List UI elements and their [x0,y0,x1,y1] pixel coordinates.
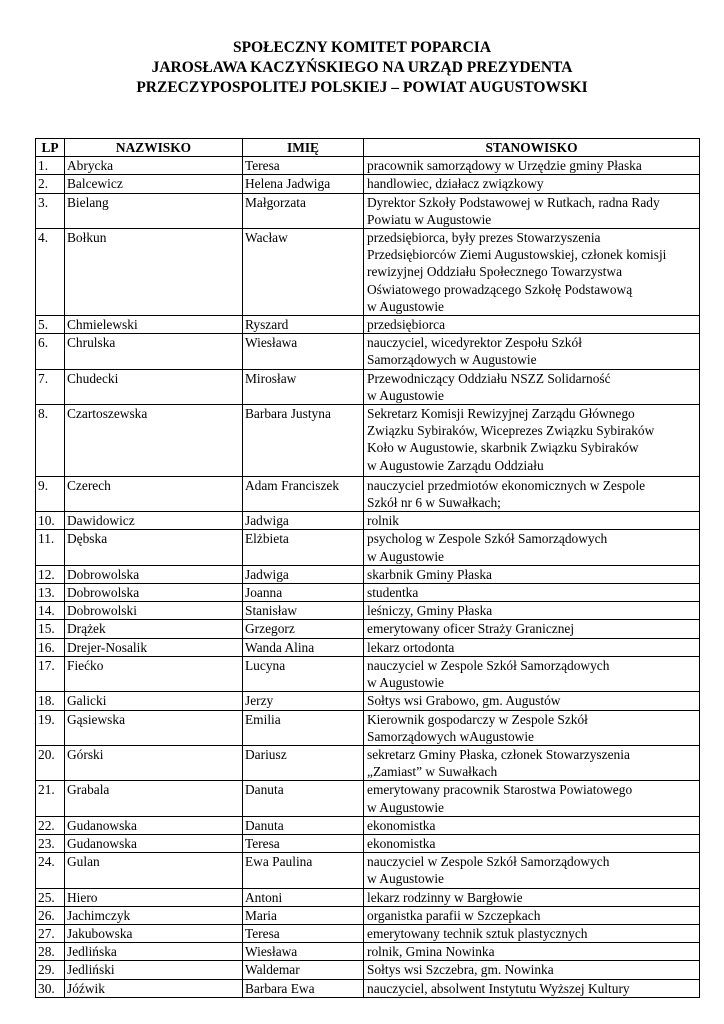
cell-name: Ryszard [243,316,364,334]
cell-position [364,853,700,888]
title-line-2: JAROSŁAWA KACZYŃSKIEGO NA URZĄD PREZYDENTA [151,59,573,76]
table-row [36,979,700,997]
cell-position [364,906,700,924]
position-line: ekonomistka [367,817,436,833]
cell-position [364,638,700,656]
position-line: nauczyciel, absolwent Instytutu Wyższej Kultury [367,980,630,996]
table-row [36,620,700,638]
cell-lp: 4. [36,229,65,316]
cell-surname: Gąsiewska [65,710,243,745]
cell-lp: 20. [36,745,65,780]
cell-name: Jerzy [243,692,364,710]
cell-lp: 8. [36,405,65,477]
cell-position [364,369,700,404]
cell-position [364,193,700,228]
cell-lp: 18. [36,692,65,710]
cell-position [364,692,700,710]
cell-position [364,888,700,906]
cell-position [364,530,700,565]
position-line: nauczyciel, wicedyrektor Zespołu Szkół [367,335,582,351]
cell-surname: Dawidowicz [65,512,243,530]
cell-lp: 2. [36,175,65,193]
cell-surname: Gulan [65,853,243,888]
position-line: Kierownik gospodarczy w Zespole Szkół [367,711,588,727]
cell-name: Stanisław [243,602,364,620]
cell-lp: 28. [36,943,65,961]
cell-lp: 19. [36,710,65,745]
table-row [36,692,700,710]
header-surname: NAZWISKO [65,139,243,157]
cell-position [364,565,700,583]
cell-name: Lucyna [243,656,364,691]
cell-name: Adam Franciszek [243,476,364,511]
position-line: emerytowany technik sztuk plastycznych [367,925,588,941]
position-line: Samorządowych w Augustowie [367,352,537,368]
cell-surname: Jedliński [65,961,243,979]
cell-lp: 12. [36,565,65,583]
position-line: handlowiec, działacz związkowy [367,176,544,192]
table-row [36,157,700,175]
cell-lp: 7. [36,369,65,404]
cell-name: Jadwiga [243,565,364,583]
cell-name: Danuta [243,781,364,816]
table-row [36,834,700,852]
cell-name: Teresa [243,157,364,175]
position-line: nauczyciel przedmiotów ekonomicznych w Zespole [367,477,646,493]
header-position: STANOWISKO [364,139,700,157]
cell-name: Grzegorz [243,620,364,638]
position-line: w Augustowie [367,298,444,314]
position-line: nauczyciel w Zespole Szkół Samorządowych [367,854,610,870]
cell-surname: Abrycka [65,157,243,175]
cell-surname: Dębska [65,530,243,565]
cell-position [364,656,700,691]
cell-surname: Fiećko [65,656,243,691]
position-line: w Augustowie Zarządu Oddziału [367,457,544,473]
position-line: rolnik, Gmina Nowinka [367,944,495,960]
table-row [36,530,700,565]
table-row [36,565,700,583]
cell-lp: 6. [36,334,65,369]
cell-position [364,229,700,316]
cell-name: Wiesława [243,334,364,369]
cell-surname: Czartoszewska [65,405,243,477]
cell-name: Wacław [243,229,364,316]
cell-position [364,710,700,745]
table-row [36,193,700,228]
position-line: Powiatu w Augustowie [367,211,492,227]
position-line: rewizyjnej Oddziału Społecznego Towarzystwa [367,264,623,280]
cell-lp: 21. [36,781,65,816]
position-line: emerytowany pracownik Starostwa Powiatowego [367,782,633,798]
table-row [36,369,700,404]
cell-surname: Drążek [65,620,243,638]
cell-position [364,961,700,979]
cell-surname: Chrulska [65,334,243,369]
cell-name: Mirosław [243,369,364,404]
cell-position [364,316,700,334]
position-line: skarbnik Gminy Płaska [367,566,492,582]
cell-name: Barbara Ewa [243,979,364,997]
cell-position [364,745,700,780]
cell-name: Helena Jadwiga [243,175,364,193]
cell-lp: 29. [36,961,65,979]
cell-position [364,834,700,852]
cell-lp: 10. [36,512,65,530]
position-line: Szkół nr 6 w Suwałkach; [367,495,501,511]
cell-surname: Grabala [65,781,243,816]
position-line: Przewodniczący Oddziału NSZZ Solidarność [367,370,611,386]
cell-surname: Balcewicz [65,175,243,193]
cell-surname: Jachimczyk [65,906,243,924]
cell-position [364,157,700,175]
title-line-1: SPOŁECZNY KOMITET POPARCIA [232,39,492,56]
table-row [36,334,700,369]
position-line: przedsiębiorca [367,317,446,333]
table-row [36,512,700,530]
document-title [0,38,724,98]
table-row [36,476,700,511]
cell-lp: 24. [36,853,65,888]
position-line: organistka parafii w Szczepkach [367,907,541,923]
table-row [36,316,700,334]
cell-lp: 22. [36,816,65,834]
cell-position [364,512,700,530]
position-line: studentka [367,585,419,601]
position-line: nauczyciel w Zespole Szkół Samorządowych [367,657,610,673]
cell-name: Danuta [243,816,364,834]
position-line: Sołtys wsi Grabowo, gm. Augustów [367,693,561,709]
cell-position [364,943,700,961]
cell-lp: 16. [36,638,65,656]
title-line-3: PRZECZYPOSPOLITEJ POLSKIEJ – POWIAT AUGUSTOWSKI [136,79,588,96]
cell-position [364,979,700,997]
position-line: lekarz ortodonta [367,639,455,655]
position-line: Koło w Augustowie, skarbnik Związku Sybiraków [367,440,639,456]
cell-name: Emilia [243,710,364,745]
cell-position [364,175,700,193]
cell-name: Elżbieta [243,530,364,565]
cell-lp: 15. [36,620,65,638]
position-line: sekretarz Gminy Płaska, członek Stowarzyszenia [367,746,630,762]
table-row [36,853,700,888]
cell-position [364,584,700,602]
table-row [36,638,700,656]
position-line: przedsiębiorca, były prezes Stowarzyszenia [367,230,601,246]
table-row [36,943,700,961]
position-line: w Augustowie [367,548,444,564]
position-line: „Zamiast” w Suwałkach [367,764,498,780]
table-row [36,906,700,924]
table-body [36,157,700,998]
table-row [36,602,700,620]
cell-name: Małgorzata [243,193,364,228]
cell-lp: 23. [36,834,65,852]
cell-surname: Dobrowolski [65,602,243,620]
committee-members-table [35,138,700,998]
position-line: Samorządowych wAugustowie [367,728,534,744]
cell-position [364,620,700,638]
header-lp: LP [36,139,65,157]
table-row [36,405,700,477]
cell-name: Waldemar [243,961,364,979]
cell-surname: Dobrowolska [65,584,243,602]
cell-name: Antoni [243,888,364,906]
position-line: ekonomistka [367,835,436,851]
position-line: w Augustowie [367,675,444,691]
cell-name: Barbara Justyna [243,405,364,477]
table-row [36,175,700,193]
cell-surname: Bołkun [65,229,243,316]
cell-position [364,476,700,511]
position-line: leśniczy, Gminy Płaska [367,603,493,619]
cell-surname: Górski [65,745,243,780]
cell-lp: 26. [36,906,65,924]
position-line: Oświatowego prowadzącego Szkołę Podstawową [367,281,633,297]
table-row [36,781,700,816]
cell-surname: Jakubowska [65,924,243,942]
position-line: lekarz rodzinny w Bargłowie [367,889,523,905]
cell-lp: 14. [36,602,65,620]
position-line: Przedsiębiorców Ziemi Augustowskiej, członek komisji [367,247,667,263]
cell-lp: 27. [36,924,65,942]
cell-surname: Gudanowska [65,816,243,834]
position-line: Sekretarz Komisji Rewizyjnej Zarządu Głównego [367,406,635,422]
position-line: w Augustowie [367,871,444,887]
cell-lp: 13. [36,584,65,602]
cell-lp: 17. [36,656,65,691]
cell-lp: 30. [36,979,65,997]
header-name: IMIĘ [243,139,364,157]
cell-name: Maria [243,906,364,924]
position-line: rolnik [367,513,399,529]
position-line: w Augustowie [367,799,444,815]
position-line: pracownik samorządowy w Urzędzie gminy Płaska [367,158,642,174]
table-row [36,229,700,316]
position-line: w Augustowie [367,387,444,403]
cell-surname: Hiero [65,888,243,906]
cell-position [364,816,700,834]
cell-name: Joanna [243,584,364,602]
cell-surname: Chmielewski [65,316,243,334]
cell-surname: Drejer-Nosalik [65,638,243,656]
cell-lp: 25. [36,888,65,906]
cell-position [364,781,700,816]
cell-surname: Galicki [65,692,243,710]
position-line: emerytowany oficer Straży Granicznej [367,621,575,637]
table-row [36,924,700,942]
cell-surname: Gudanowska [65,834,243,852]
cell-surname: Jóźwik [65,979,243,997]
position-line: psycholog w Zespole Szkół Samorządowych [367,531,608,547]
cell-name: Wanda Alina [243,638,364,656]
cell-surname: Dobrowolska [65,565,243,583]
cell-name: Wiesława [243,943,364,961]
table-row [36,961,700,979]
cell-position [364,924,700,942]
cell-surname: Chudecki [65,369,243,404]
cell-position [364,602,700,620]
cell-position [364,334,700,369]
position-line: Związku Sybiraków, Wiceprezes Związku Sybiraków [367,423,655,439]
position-line: Sołtys wsi Szczebra, gm. Nowinka [367,962,554,978]
table-row [36,584,700,602]
cell-lp: 1. [36,157,65,175]
cell-lp: 3. [36,193,65,228]
table-row [36,745,700,780]
table-row [36,656,700,691]
table-header-row [36,139,700,157]
cell-surname: Czerech [65,476,243,511]
cell-name: Teresa [243,834,364,852]
table-row [36,710,700,745]
cell-name: Jadwiga [243,512,364,530]
cell-name: Teresa [243,924,364,942]
cell-name: Dariusz [243,745,364,780]
position-line: Dyrektor Szkoły Podstawowej w Rutkach, radna Rady [367,194,660,210]
table-row [36,816,700,834]
cell-surname: Jedlińska [65,943,243,961]
cell-lp: 11. [36,530,65,565]
cell-surname: Bielang [65,193,243,228]
cell-lp: 5. [36,316,65,334]
cell-name: Ewa Paulina [243,853,364,888]
cell-position [364,405,700,477]
cell-lp: 9. [36,476,65,511]
table-row [36,888,700,906]
